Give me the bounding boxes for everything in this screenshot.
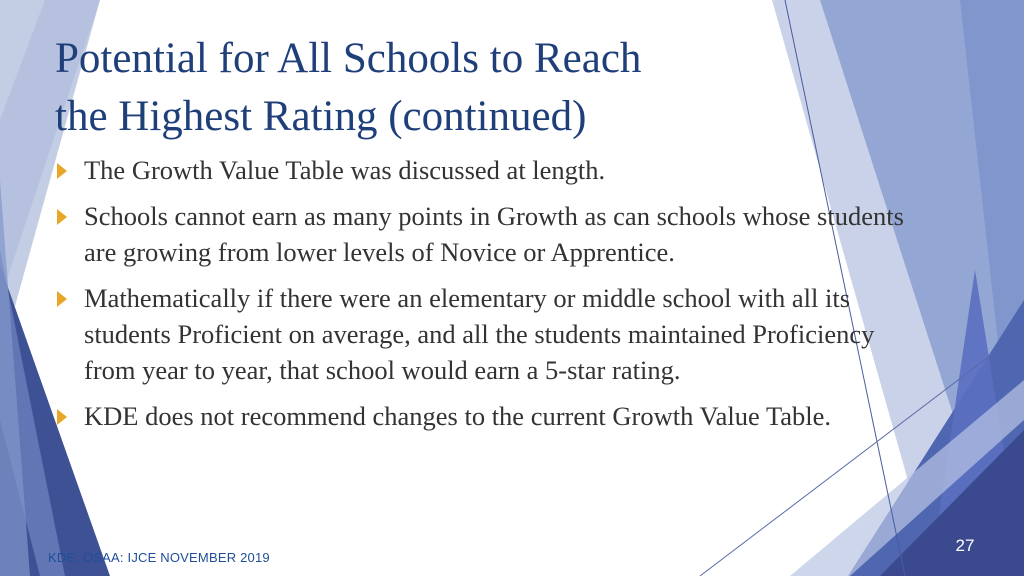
slide-title bbox=[55, 30, 755, 146]
bullet-text: Mathematically if there were an elementary or middle school with all its students Proficient on average, and all the students maintained Proficiency from year to year, that school would earn a 5-star rating. bbox=[84, 283, 875, 385]
bullet-item bbox=[55, 398, 915, 434]
slide-footer: KDE: OSAA: IJCE NOVEMBER 2019 bbox=[48, 550, 270, 565]
right-triangle-icon bbox=[57, 209, 67, 225]
slide-number: 27 bbox=[955, 536, 975, 555]
right-triangle-icon bbox=[57, 291, 67, 307]
bullet-list bbox=[55, 152, 915, 444]
right-triangle-icon bbox=[57, 409, 67, 425]
right-triangle-icon bbox=[57, 163, 67, 179]
bullet-text: Schools cannot earn as many points in Growth as can schools whose students are growing from lower levels of Novice or Apprentice. bbox=[84, 201, 904, 267]
bullet-item bbox=[55, 280, 915, 388]
slide-title-line: the Highest Rating (continued) bbox=[55, 93, 587, 140]
slide-title-line: Potential for All Schools to Reach bbox=[55, 35, 642, 82]
bullet-text: The Growth Value Table was discussed at length. bbox=[84, 155, 606, 185]
bullet-text: KDE does not recommend changes to the current Growth Value Table. bbox=[84, 401, 832, 431]
bullet-item bbox=[55, 198, 915, 270]
bullet-item bbox=[55, 152, 915, 188]
